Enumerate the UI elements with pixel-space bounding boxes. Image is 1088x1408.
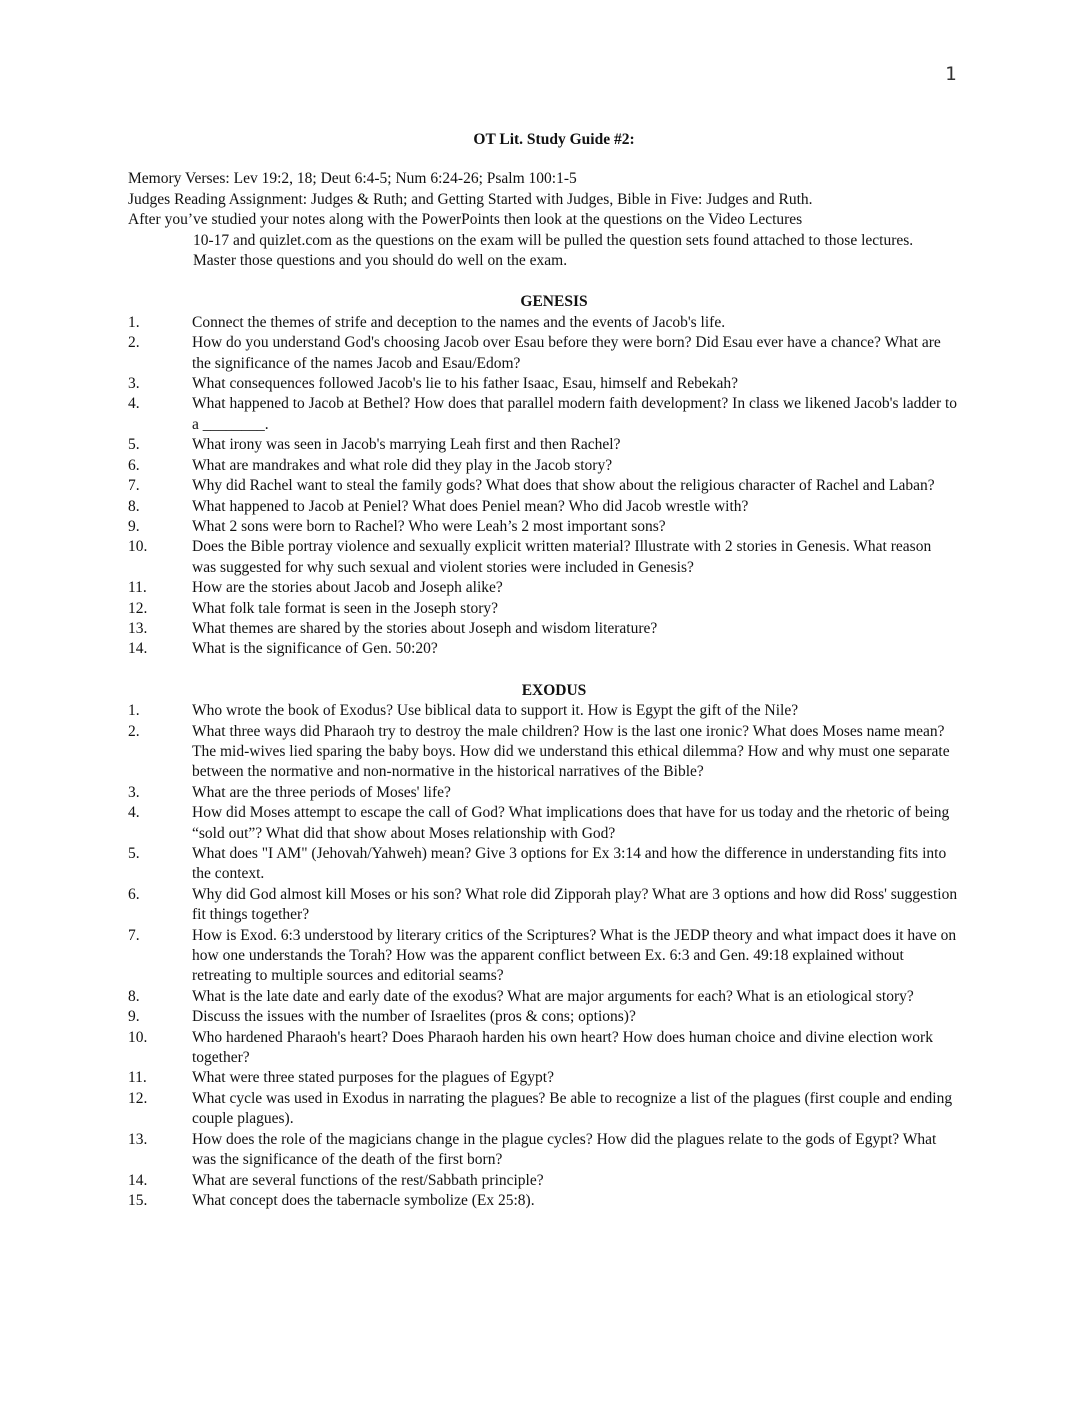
instructions-line: After you’ve studied your notes along with the PowerPoints then look at the questions on the Video Lectures xyxy=(128,211,803,229)
question-number: 12. xyxy=(128,599,148,617)
question-number: 1. xyxy=(128,702,140,720)
question-item xyxy=(128,394,968,435)
question-text: Connect the themes of strife and deception to the names and the events of Jacob's life. xyxy=(192,313,726,331)
question-item xyxy=(128,1068,968,1088)
question-item xyxy=(128,1130,968,1171)
question-number: 5. xyxy=(128,845,140,862)
question-number: 14. xyxy=(128,640,148,658)
question-item xyxy=(128,926,968,987)
section-exodus xyxy=(128,681,968,1212)
question-item xyxy=(128,333,968,374)
question-text: Discuss the issues with the number of Israelites (pros & cons; options)? xyxy=(192,1008,636,1026)
question-text: What three ways did Pharaoh try to destroy the male children? How is the last one ironic? What does Moses name mean? The mid-wives lied sparing the baby boys. How did we understand this ethical dilemma? How and why must one separate between the normative and non-normative in the historical narratives of the Bible? xyxy=(192,722,950,781)
question-list-genesis xyxy=(128,313,968,660)
question-number: 3. xyxy=(128,783,140,801)
question-item xyxy=(128,1171,968,1191)
question-text: Who wrote the book of Exodus? Use biblical data to support it. How is Egypt the gift of the Nile? xyxy=(192,702,799,720)
question-number: 7. xyxy=(128,477,140,495)
question-text: What are several functions of the rest/Sabbath principle? xyxy=(192,1171,544,1189)
question-text: Does the Bible portray violence and sexually explicit written material? Illustrate with 2 stories in Genesis. What reason was suggested for why such sexual and violent stories were included in Genesis? xyxy=(192,538,932,576)
question-number: 9. xyxy=(128,517,140,535)
question-text: What concept does the tabernacle symbolize (Ex 25:8). xyxy=(192,1191,535,1209)
question-text: What folk tale format is seen in the Joseph story? xyxy=(192,599,499,617)
question-item xyxy=(128,619,968,639)
question-text: What is the late date and early date of the exodus? What are major arguments for each? What is an etiological story? xyxy=(192,987,914,1005)
question-item xyxy=(128,578,968,598)
question-list-exodus xyxy=(128,701,968,1211)
question-text: What consequences followed Jacob's lie to his father Isaac, Esau, himself and Rebekah? xyxy=(192,375,738,393)
instructions-continued: 10-17 and quizlet.com as the questions on the exam will be pulled the question sets found attached to those lectures. Master those questions and you should do well on the exam. xyxy=(193,231,914,270)
question-item xyxy=(128,1089,968,1130)
question-text: What are the three periods of Moses' life? xyxy=(192,783,451,801)
question-number: 6. xyxy=(128,456,140,474)
question-text: What does "I AM" (Jehovah/Yahweh) mean? Give 3 options for Ex 3:14 and how the difference in understanding fits into the context. xyxy=(192,845,947,883)
page-title: OT Lit. Study Guide #2: xyxy=(473,131,635,148)
question-number: 13. xyxy=(128,619,148,637)
question-text: What 2 sons were born to Rachel? Who were Leah’s 2 most important sons? xyxy=(192,517,666,535)
question-item xyxy=(128,987,968,1007)
question-item xyxy=(128,1007,968,1027)
question-item xyxy=(128,599,968,619)
question-item xyxy=(128,844,968,885)
question-text: What are mandrakes and what role did they play in the Jacob story? xyxy=(192,456,613,474)
question-number: 14. xyxy=(128,1171,148,1189)
question-text: What happened to Jacob at Peniel? What does Peniel mean? Who did Jacob wrestle with? xyxy=(192,497,749,515)
question-number: 3. xyxy=(128,375,140,393)
question-item xyxy=(128,517,968,537)
question-number: 13. xyxy=(128,1130,148,1148)
question-number: 4. xyxy=(128,395,140,413)
section-genesis xyxy=(128,292,968,659)
question-text: What were three stated purposes for the plagues of Egypt? xyxy=(192,1069,554,1087)
question-text: What happened to Jacob at Bethel? How does that parallel modern faith development? In class we likened Jacob's ladder to a ________. xyxy=(192,395,958,433)
question-number: 2. xyxy=(128,722,140,740)
question-number: 7. xyxy=(128,926,140,944)
document-body xyxy=(128,130,968,1211)
question-item xyxy=(128,639,968,659)
question-item xyxy=(128,701,968,721)
section-title-exodus: EXODUS xyxy=(521,681,587,699)
question-number: 8. xyxy=(128,497,140,515)
question-number: 10. xyxy=(128,538,148,556)
question-item xyxy=(128,313,968,333)
question-text: How did Moses attempt to escape the call of God? What implications does that have for us today and the rhetoric of being “sold out”? What did that show about Moses relationship with God? xyxy=(192,804,950,842)
section-title-genesis: GENESIS xyxy=(520,293,588,311)
question-text: What irony was seen in Jacob's marrying Leah first and then Rachel? xyxy=(192,436,621,454)
question-item xyxy=(128,803,968,844)
question-item xyxy=(128,722,968,783)
question-number: 1. xyxy=(128,313,140,331)
question-text: What themes are shared by the stories about Joseph and wisdom literature? xyxy=(192,619,658,637)
question-text: What is the significance of Gen. 50:20? xyxy=(192,640,438,658)
question-item xyxy=(128,885,968,926)
question-number: 15. xyxy=(128,1191,148,1209)
intro-block xyxy=(128,169,968,271)
question-item xyxy=(128,456,968,476)
question-item xyxy=(128,497,968,517)
question-number: 4. xyxy=(128,804,140,822)
question-number: 11. xyxy=(128,1069,147,1087)
question-number: 5. xyxy=(128,436,140,454)
question-item xyxy=(128,783,968,803)
question-number: 11. xyxy=(128,579,147,597)
question-item xyxy=(128,476,968,496)
question-number: 9. xyxy=(128,1008,140,1026)
question-item xyxy=(128,435,968,455)
question-text: Why did God almost kill Moses or his son? What role did Zipporah play? What are 3 options and how did Ross' suggestion fit things together? xyxy=(192,885,958,924)
reading-assignment: Judges Reading Assignment: Judges & Ruth; and Getting Started with Judges, Bible in Five: Judges and Ruth. xyxy=(128,190,813,208)
question-number: 6. xyxy=(128,885,140,903)
question-number: 8. xyxy=(128,987,140,1005)
question-text: Why did Rachel want to steal the family gods? What does that show about the religious character of Rachel and Laban? xyxy=(192,477,935,495)
question-number: 12. xyxy=(128,1089,148,1107)
question-text: Who hardened Pharaoh's heart? Does Pharaoh harden his own heart? How does human choice and divine election work together? xyxy=(192,1028,933,1067)
question-text: How is Exod. 6:3 understood by literary critics of the Scriptures? What is the JEDP theory and what impact does it have on how one understands the Torah? How was the apparent conflict between Ex. 6:3 and Gen. 49:18 explained without retreating to multiple sources and editorial seams? xyxy=(192,926,957,985)
question-item xyxy=(128,1028,968,1069)
question-text: How are the stories about Jacob and Joseph alike? xyxy=(192,579,503,597)
page-number: 1 xyxy=(945,63,957,85)
question-number: 10. xyxy=(128,1028,148,1046)
question-item xyxy=(128,537,968,578)
question-item xyxy=(128,374,968,394)
question-text: What cycle was used in Exodus in narrating the plagues? Be able to recognize a list of the plagues (first couple and ending couple plagues). xyxy=(192,1089,953,1128)
question-item xyxy=(128,1191,968,1211)
question-text: How do you understand God's choosing Jacob over Esau before they were born? Did Esau ever have a chance? What are the significance of the names Jacob and Esau/Edom? xyxy=(192,334,941,372)
question-number: 2. xyxy=(128,334,140,352)
question-text: How does the role of the magicians change in the plague cycles? How did the plagues relate to the gods of Egypt? What was the significance of the death of the first born? xyxy=(192,1130,937,1169)
memory-verses: Memory Verses: Lev 19:2, 18; Deut 6:4-5; Num 6:24-26; Psalm 100:1-5 xyxy=(128,170,577,188)
